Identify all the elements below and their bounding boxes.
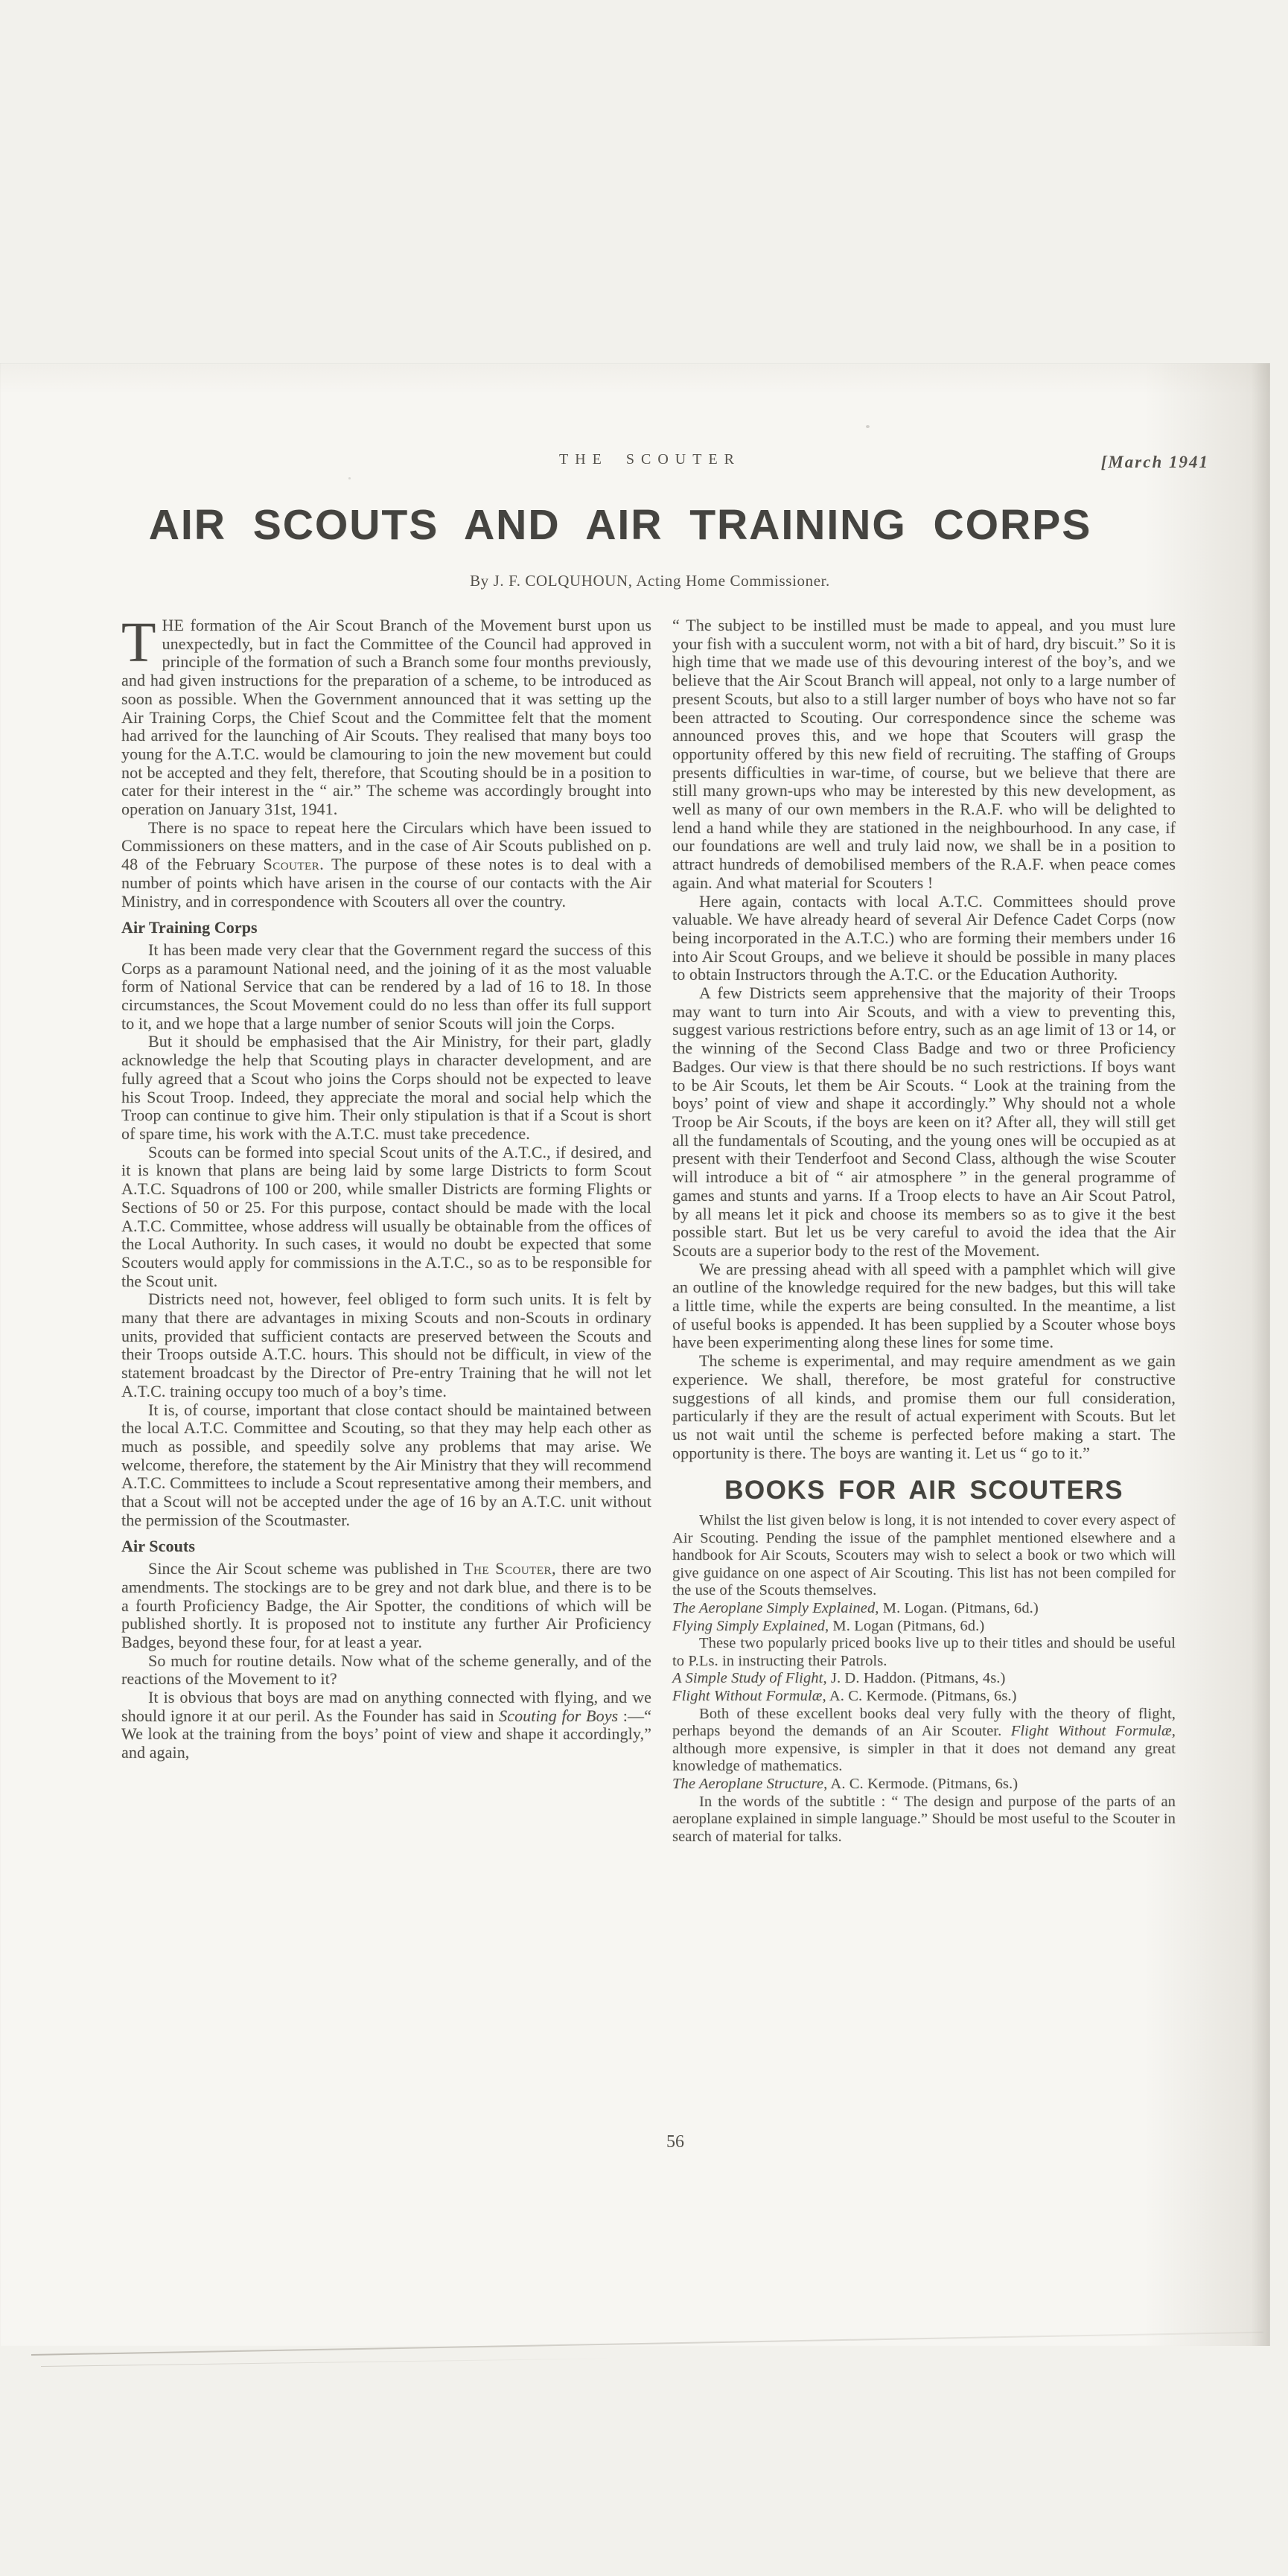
paragraph: Scouts can be formed into special Scout units of the A.T.C., if desired, and it is known that plans are being laid by some large Districts to form Scout A.T.C. Squadrons of 100 or 200, while smaller Districts are forming Flights or Sections of 50 or 25. For this purpose, contact should be made with the local A.T.C. Committee, whose address will usually be obtainable from the offices of the Local Authority. In such cases, it would no doubt be expected that some Scouters would apply for commissions in the A.T.C., so as to be responsible for the Scout unit. [121, 1142, 651, 1290]
section-heading: Air Scouts [121, 1537, 195, 1556]
scan-speck [866, 425, 870, 428]
page-number: 56 [666, 2132, 684, 2152]
paragraph: The scheme is experimental, and may require amendment as we gain experience. We shall, therefore, be most grateful for constructive suggestions of all kinds, and promise them our full consideration, particularly if they are the result of actual experiment with Scouts. But let us not wait until the scheme is perfected before making a start. The opportunity is there. The boys are wanting it. Let us “ go to it.” [672, 1351, 1176, 1462]
paragraph: Since the Air Scout scheme was published in The Scouter, there are two amendments. The stockings are to be grey and not dark blue, and there is to be a fourth Proficiency Badge, the Air Spotter, the conditions of which will be published shortly. It is proposed not to institute any further Air Proficiency Badges, beyond these four, for at least a year. [121, 1559, 651, 1651]
journal-title: THE SCOUTER [559, 451, 741, 468]
paragraph: Both of these excellent books deal very fully with the theory of flight, perhaps beyond the demands of an Air Scouter. Flight Without Formulæ, although more expensive, is simpler in that it does not demand any great knowledge of mathematics. [672, 1705, 1176, 1775]
drop-cap: T [121, 611, 156, 674]
page-bottom-crease [41, 2358, 607, 2367]
article-byline: By J. F. COLQUHOUN, Acting Home Commissioner. [470, 572, 830, 590]
paragraph: These two popularly priced books live up to their titles and should be useful to P.Ls. in instructing their Patrols. [672, 1635, 1176, 1669]
paragraph: Districts need not, however, feel obliged to form such units. It is felt by many that there are advantages in mixing Scouts and non-Scouts in ordinary units, provided that sufficient contacts are preserved between the Scouts and their Troops outside A.T.C. hours. This should not be difficult, in view of the statement broadcast by the Director of Pre-entry Training that he will not let A.T.C. training occupy too much of a boy’s time. [121, 1289, 651, 1400]
book-entry: The Aeroplane Simply Explained, M. Logan. (Pitmans, 6d.) [672, 1600, 1039, 1617]
book-entry: A Simple Study of Flight, J. D. Haddon. (Pitmans, 4s.) [672, 1670, 1006, 1687]
paragraph: But it should be emphasised that the Air Ministry, for their part, gladly acknowledge the help that Scouting plays in character development, and are fully agreed that a Scout who joins the Corps should not be expected to leave his Scout Troop. Indeed, they appreciate the moral and social help which the Troop can continue to give him. Their only stipulation is that if a Scout is short of spare time, his work with the A.T.C. must take precedence. [121, 1032, 651, 1143]
right-column [672, 616, 1176, 1846]
left-column [121, 611, 651, 1762]
paragraph: There is no space to repeat here the Circulars which have been issued to Commissioners on these matters, and in the case of Air Scouts published on p. 48 of the February Scouter. The purpose of these notes is to deal with a number of points which have arisen in the course of our contacts with the Air Ministry, and in correspondence with Scouters all over the country. [121, 817, 651, 911]
paragraph: It has been made very clear that the Government regard the success of this Corps as a paramount National need, and the joining of it as the most valuable form of National Service that can be rendered by a lad of 16 to 18. In those circumstances, the Scout Movement could do no less than offer its full support to it, and we hope that a large number of senior Scouts will join the Corps. [121, 940, 651, 1033]
paragraph: It is obvious that boys are mad on anything connected with flying, and we should ignore it at our peril. As the Founder has said in Scouting for Boys :—“ We look at the training from the boys’ point of view and shape it accordingly,” and again, [121, 1688, 651, 1762]
paragraph: A few Districts seem apprehensive that the majority of their Troops may want to turn into Air Scouts, and with a view to preventing this, suggest various restrictions before entry, such as an age limit of 13 or 14, or the winning of the Second Class Badge and two or three Proficiency Badges. Our view is that there should be no such restrictions. If boys want to be Air Scouts, let them be Air Scouts. “ Look at the training from the boys’ point of view and shape it accordingly.” Why should not a whole Troop be Air Scouts, if the boys are keen on it? After all, they will still get all the fundamentals of Scouting, and the young ones will be occupied as at present with their Tenderfoot and Second Class, although the wise Scouter will introduce a bit of “ air atmosphere ” in the general programme of games and stunts and yarns. If a Troop elects to have an Air Scout Patrol, by all means let it pick and choose its members so as to give it the best possible start. But let us be very careful to avoid the idea that the Air Scouts are a superior body to the rest of the Movement. [672, 983, 1176, 1260]
section-heading: Air Training Corps [121, 918, 258, 937]
running-head [112, 451, 1209, 481]
issue-date: [March 1941 [1100, 453, 1209, 471]
books-heading: BOOKS FOR AIR SCOUTERS [724, 1476, 1123, 1505]
book-entry: Flying Simply Explained, M. Logan (Pitmans, 6d.) [672, 1617, 985, 1634]
article-title: AIR SCOUTS AND AIR TRAINING CORPS [148, 501, 1092, 549]
paragraph: It is, of course, important that close contact should be maintained between the local A.T.C. Committee and Scouting, so that they may help each other as much as possible, and speedily solve any problems that may arise. We welcome, therefore, the statement by the Air Ministry that they will recommend A.T.C. Committees to include a Scout representative among their members, and that a Scout will not be accepted under the age of 16 by an A.T.C. unit without the permission of the Scoutmaster. [121, 1400, 651, 1529]
paragraph: We are pressing ahead with all speed with a pamphlet which will give an outline of the knowledge required for the new badges, but this will take a little time, while the experts are being consulted. In the meantime, a list of useful books is appended. It has been supplied by a Scouter whose boys have been experimenting along these lines for some time. [672, 1259, 1176, 1352]
paragraph: Here again, contacts with local A.T.C. Committees should prove valuable. We have already heard of several Air Defence Cadet Corps (now being incorporated in the A.T.C.) who are forming their members under 16 into Air Scout Groups, and we believe it should be possible in many places to obtain Instructors through the A.T.C. or the Education Authority. [672, 891, 1176, 984]
paragraph: In the words of the subtitle : “ The design and purpose of the parts of an aeroplane explained in simple language.” Should be most useful to the Scouter in search of material for talks. [672, 1793, 1176, 1845]
paragraph: “ The subject to be instilled must be made to appeal, and you must lure your fish with a succulent worm, not with a bit of hard, dry biscuit.” So it is high time that we made use of this devouring interest of the boy’s, and we believe that the Air Scout Branch will appeal, not only to a large number of present Scouts, but also to a still larger number of boys who have not so far been attracted to Scouting. Our correspondence since the scheme was announced proves this, and we hope that Scouters will grasp the opportunity offered by this new field of recruiting. The staffing of Groups presents difficulties in war-time, of course, but we believe that there are still many grown-ups who may be interested by this new development, as well as many of our own members in the R.A.F. who will be delighted to lend a hand while they are stationed in the neighbourhood. In any case, if our foundations are well and truly laid now, we shall be in a position to attract hundreds of demobilised members of the R.A.F. when peace comes again. And what material for Scouters ! [672, 616, 1176, 892]
book-entry: Flight Without Formulæ, A. C. Kermode. (Pitmans, 6s.) [672, 1687, 1017, 1704]
paragraph: So much for routine details. Now what of the scheme generally, and of the reactions of the Movement to it? [121, 1651, 651, 1689]
book-entry: The Aeroplane Structure, A. C. Kermode. (Pitmans, 6s.) [672, 1775, 1018, 1792]
paragraph: THE formation of the Air Scout Branch of the Movement burst upon us unexpectedly, but in fact the Committee of the Council had approved in principle of the formation of such a Branch some four months previously, and had given instructions for the preparation of a scheme, to be introduced as soon as possible. When the Government announced that it was setting up the Air Training Corps, the Chief Scout and the Committee felt that the moment had arrived for the launching of Air Scouts. They realised that many boys too young for the A.T.C. would be clamouring to join the new movement but could not be accepted and they felt, therefore, that Scouting should be in a position to cater for their interest in the “ air.” The scheme was accordingly brought into operation on January 31st, 1941. [121, 611, 651, 819]
paragraph: Whilst the list given below is long, it is not intended to cover every aspect of Air Scouting. Pending the issue of the pamphlet mentioned elsewhere and a handbook for Air Scouts, Scouters may wish to select a book or two which will give guidance on one aspect of Air Scouting. This list has not been compiled for the use of the Scouts themselves. [672, 1512, 1176, 1599]
